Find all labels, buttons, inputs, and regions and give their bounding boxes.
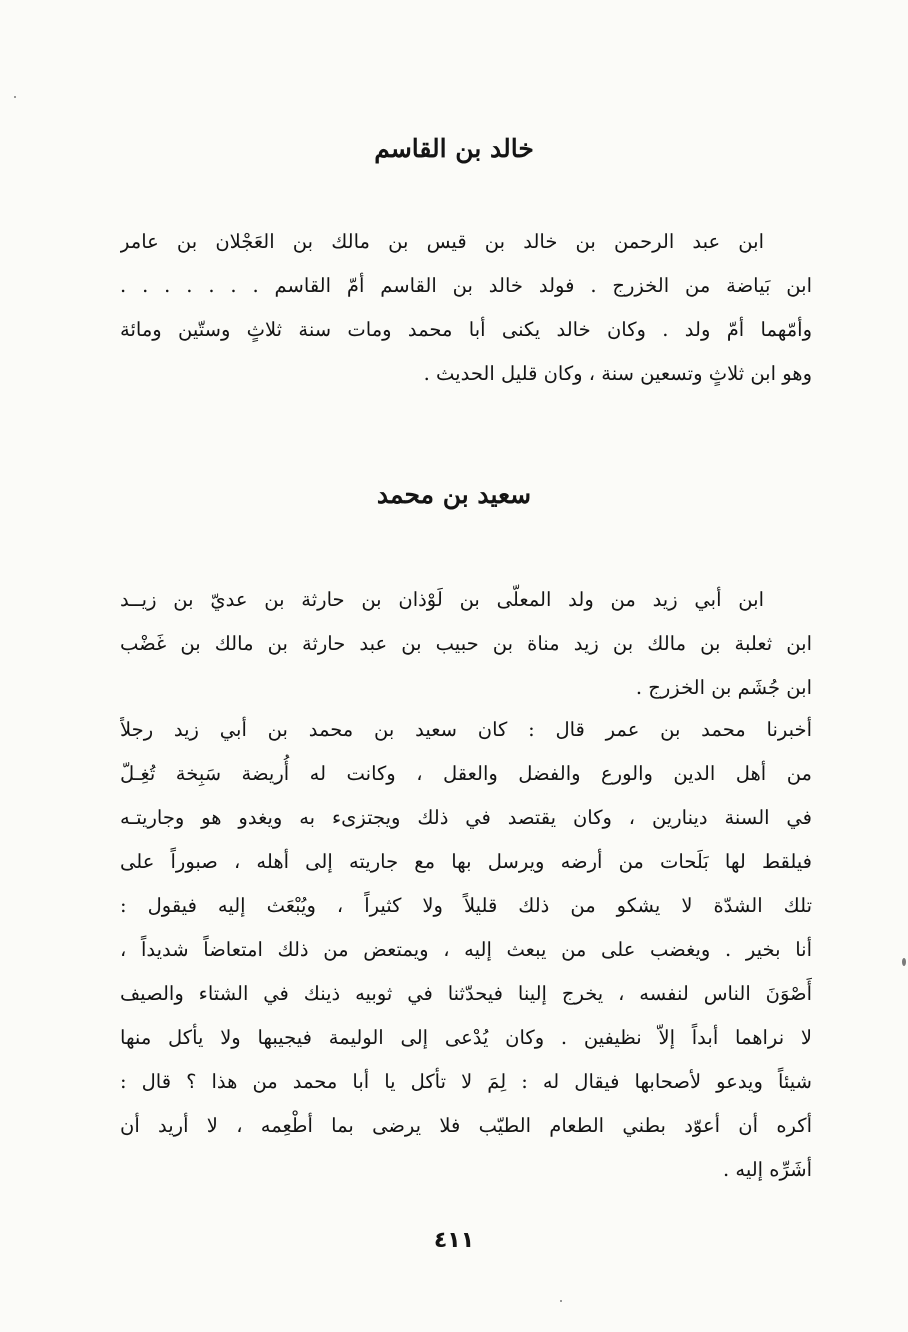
text-line: ابن بَياضة من الخزرج . فولد خالد بن القاسم أمّ القاسم . . . . . . . [120, 274, 812, 297]
text-line: أشَرِّه إليه . [722, 1158, 812, 1181]
scan-speck [902, 958, 906, 966]
text-line: وهو ابن ثلاثٍ وتسعين سنة ، وكان قليل الحديث . [423, 362, 812, 385]
text-line: شيئاً ويدعو لأصحابها فيقال له : لِمَ لا تأكل يا أبا محمد من هذا ؟ قال : [120, 1070, 812, 1093]
text-line: لا نراهما أبداً إلاّ نظيفين . وكان يُدْعى إلى الوليمة فيجيبها ولا يأكل منها [120, 1026, 812, 1049]
text-line: من أهل الدين والورع والفضل والعقل ، وكانت له أُريضة سَبِخة تُغِـلّ [120, 762, 812, 785]
scan-speck [560, 1300, 562, 1302]
text-line: ابن عبد الرحمن بن خالد بن قيس بن مالك بن العَجْلان بن عامر [120, 230, 764, 253]
section-title-khalid: خالد بن القاسم [374, 134, 534, 163]
page-number: ٤١١ [433, 1228, 475, 1253]
text-line: وأمّهما أمّ ولد . وكان خالد يكنى أبا محمد ومات سنة ثلاثٍ وستّين ومائة [120, 318, 812, 341]
text-line: تلك الشدّة لا يشكو من ذلك قليلاً ولا كثيراً ، ويُبْعَث إليه فيقول : [120, 894, 812, 917]
paragraph-said-narration [120, 708, 812, 1192]
paragraph-said-genealogy [120, 578, 812, 710]
scan-speck [14, 96, 16, 98]
text-line: ابن أبي زيد من ولد المعلّى بن لَوْذان بن حارثة بن عديّ بن زيــد [120, 588, 764, 611]
text-line: أخبرنا محمد بن عمر قال : كان سعيد بن محمد بن أبي زيد رجلاً [120, 718, 812, 741]
text-line: أنا بخير . ويغضب على من يبعث إليه ، ويمتعض من ذلك امتعاضاً شديداً ، [120, 938, 812, 961]
text-line: أكره أن أعوّد بطني الطعام الطيّب فلا يرضى بما أطْعِمه ، لا أريد أن [120, 1114, 812, 1137]
text-line: فيلقط لها بَلَحات من أرضه ويرسل بها مع جاريته إلى أهله ، صبوراً على [120, 850, 812, 873]
text-line: في السنة دينارين ، وكان يقتصد في ذلك ويجتزىء به ويغدو هو وجاريتـه [120, 806, 812, 829]
paragraph-khalid-biography [120, 220, 812, 396]
text-line: ابن جُشَم بن الخزرج . [635, 676, 812, 699]
section-title-said: سعيد بن محمد [376, 480, 532, 509]
text-line: ابن ثعلبة بن مالك بن زيد مناة بن حبيب بن عبد حارثة بن مالك بن غَضْب [120, 632, 812, 655]
text-line: أَصْوَنَ الناس لنفسه ، يخرج إلينا فيحدّثنا في ثوبيه ذينك في الشتاء والصيف [120, 982, 812, 1005]
